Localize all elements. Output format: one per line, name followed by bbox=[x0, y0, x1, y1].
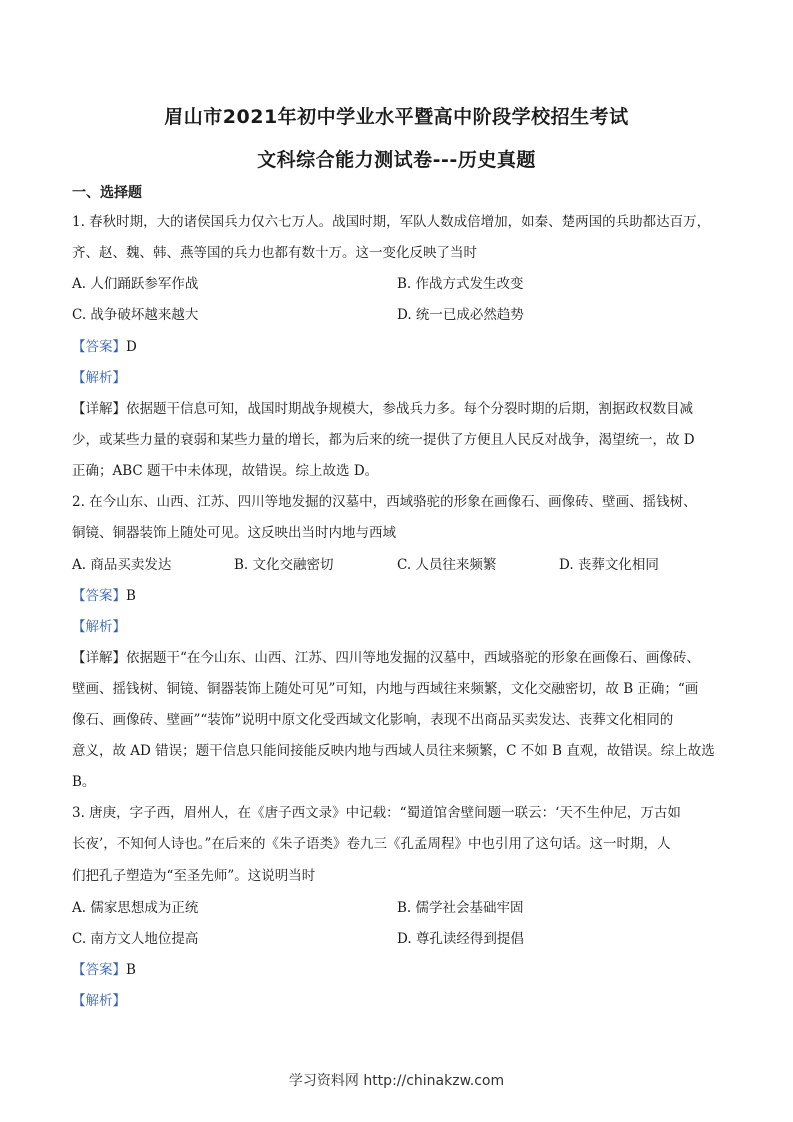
q2-analysis bbox=[72, 617, 722, 637]
q2-detail-line5: B。 bbox=[72, 774, 96, 790]
q3-answer-value: B bbox=[126, 962, 136, 978]
q3-answer bbox=[72, 960, 722, 980]
q1-answer bbox=[72, 337, 722, 357]
detail-tag: 【详解】 bbox=[72, 650, 126, 666]
q1-detail-line1 bbox=[72, 399, 722, 419]
q1-detail-line2: 少，或某些力量的衰弱和某些力量的增长，都为后来的统一提供了方便且人民反对战争，渴望统一，故 D bbox=[72, 432, 695, 448]
q3-option-d: D. 尊孔读经得到提倡 bbox=[397, 931, 524, 947]
q1-analysis bbox=[72, 368, 722, 388]
q2-stem-line2: 铜镜、铜器装饰上随处可见。这反映出当时内地与西域 bbox=[72, 525, 396, 541]
q3-stem-line2: 长夜’，不知何人诗也。”在后来的《朱子语类》卷九三《孔孟周程》中也引用了这句话。这一时期，人 bbox=[72, 836, 671, 852]
q3-option-c: C. 南方文人地位提高 bbox=[72, 931, 199, 947]
q3-stem-line1: 3. 唐庚，字子西，眉州人，在《唐子西文录》中记载：“蜀道馆舍壁间题一联云：‘天不生仲尼，万古如 bbox=[72, 805, 681, 821]
analysis-tag: 【解析】 bbox=[72, 370, 126, 386]
analysis-tag: 【解析】 bbox=[72, 993, 126, 1009]
section-heading: 一、选择题 bbox=[72, 185, 142, 201]
q2-option-a: A. 商品买卖发达 bbox=[72, 557, 172, 573]
answer-tag: 【答案】 bbox=[72, 339, 126, 355]
exam-title-line1: 眉山市2021年初中学业水平暨高中阶段学校招生考试 bbox=[164, 106, 629, 128]
q3-analysis bbox=[72, 991, 722, 1011]
q2-answer-value: B bbox=[126, 588, 136, 604]
q1-option-b: B. 作战方式发生改变 bbox=[397, 276, 524, 292]
q1-answer-value: D bbox=[126, 339, 137, 355]
answer-tag: 【答案】 bbox=[72, 962, 126, 978]
exam-title-line2: 文科综合能力测试卷---历史真题 bbox=[257, 149, 536, 171]
q2-option-c: C. 人员往来频繁 bbox=[397, 557, 497, 573]
q1-stem-line2: 齐、赵、魏、韩、燕等国的兵力也都有数十万。这一变化反映了当时 bbox=[72, 245, 477, 261]
footer-watermark: 学习资料网 http://chinakzw.com bbox=[288, 1073, 505, 1089]
q2-answer bbox=[72, 586, 722, 606]
q3-stem-line3: 们把孔子塑造为“至圣先师”。这说明当时 bbox=[72, 868, 316, 884]
q1-option-d: D. 统一已成必然趋势 bbox=[397, 307, 524, 323]
answer-tag: 【答案】 bbox=[72, 588, 126, 604]
q2-option-d: D. 丧葬文化相同 bbox=[559, 557, 659, 573]
q2-detail-line2: 壁画、摇钱树、铜镜、铜器装饰上随处可见”可知，内地与西域往来频繁，文化交融密切，故 B 正确；“画 bbox=[72, 681, 699, 697]
q1-option-a: A. 人们踊跃参军作战 bbox=[72, 276, 199, 292]
detail-tag: 【详解】 bbox=[72, 401, 126, 417]
q2-option-b: B. 文化交融密切 bbox=[234, 557, 334, 573]
q3-option-a: A. 儒家思想成为正统 bbox=[72, 900, 199, 916]
q1-stem-line1: 1. 春秋时期，大的诸侯国兵力仅六七万人。战国时期，军队人数成倍增加，如秦、楚两国的兵助都达百万， bbox=[72, 214, 711, 230]
q2-detail-text1: 依据题干“在今山东、山西、江苏、四川等地发掘的汉墓中，西域骆驼的形象在画像石、画像砖、 bbox=[126, 650, 700, 666]
q2-stem-line1: 2. 在今山东、山西、江苏、四川等地发掘的汉墓中，西域骆驼的形象在画像石、画像砖、壁画、摇钱树、 bbox=[72, 494, 697, 510]
q1-option-c: C. 战争破坏越来越大 bbox=[72, 307, 199, 323]
q3-option-b: B. 儒学社会基础牢固 bbox=[397, 900, 524, 916]
q2-detail-line4: 意义，故 AD 错误；题干信息只能间接能反映内地与西域人员往来频繁，C 不如 B 直观，故错误。综上故选 bbox=[72, 743, 715, 759]
q1-detail-text1: 依据题干信息可知，战国时期战争规模大，参战兵力多。每个分裂时期的后期，割据政权数目减 bbox=[126, 401, 693, 417]
q2-detail-line3: 像石、画像砖、壁画”“装饰”说明中原文化受西域文化影响，表现不出商品买卖发达、丧葬文化相同的 bbox=[72, 712, 674, 728]
q2-detail-line1 bbox=[72, 648, 722, 668]
q1-detail-line3: 正确；ABC 题干中未体现，故错误。综上故选 D。 bbox=[72, 463, 379, 479]
analysis-tag: 【解析】 bbox=[72, 619, 126, 635]
